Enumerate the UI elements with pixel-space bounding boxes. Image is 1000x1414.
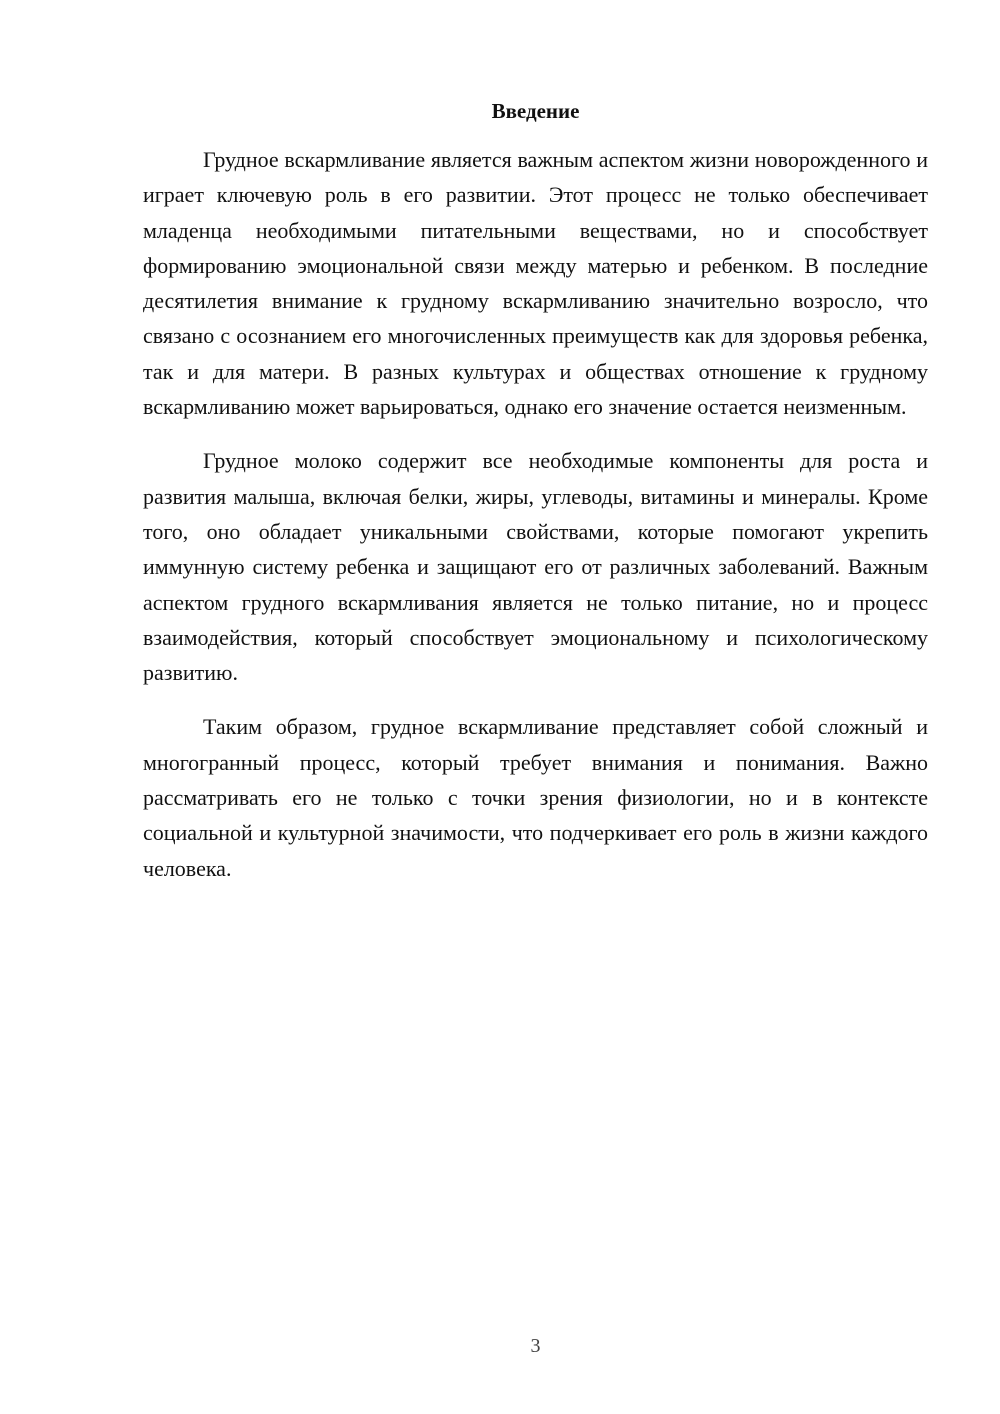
paragraph-2: Грудное молоко содержит все необходимые компоненты для роста и развития малыша, включая белки, жиры, углеводы, витамины и минералы. Кроме того, оно обладает уникальными свойствами, которые помогают укрепить иммунную систему ребенка и защищают его от различных заболеваний. Важным аспектом грудного вскармливания является не только питание, но и процесс взаимодействия, который способствует эмоциональному и психологическому развитию.	[143, 448, 928, 686]
paragraph-1: Грудное вскармливание является важным аспектом жизни новорожденного и играет ключевую роль в его развитии. Этот процесс не только обеспечивает младенца необходимыми питательными веществами, но и способствует формированию эмоциональной связи между матерью и ребенком. В последние десятилетия внимание к грудному вскармливанию значительно возросло, что связано с осознанием его многочисленных преимуществ как для здоровья ребенка, так и для матери. В разных культурах и обществах отношение к грудному вскармливанию может варьироваться, однако его значение остается неизменным.	[143, 147, 928, 420]
document-body	[143, 142, 928, 886]
section-title: Введение	[491, 99, 580, 123]
page-number: 3	[530, 1335, 541, 1357]
paragraph-3: Таким образом, грудное вскармливание представляет собой сложный и многогранный процесс, который требует внимания и понимания. Важно рассматривать его не только с точки зрения физиологии, но и в контексте социальной и культурной значимости, что подчеркивает его роль в жизни каждого человека.	[143, 714, 928, 881]
